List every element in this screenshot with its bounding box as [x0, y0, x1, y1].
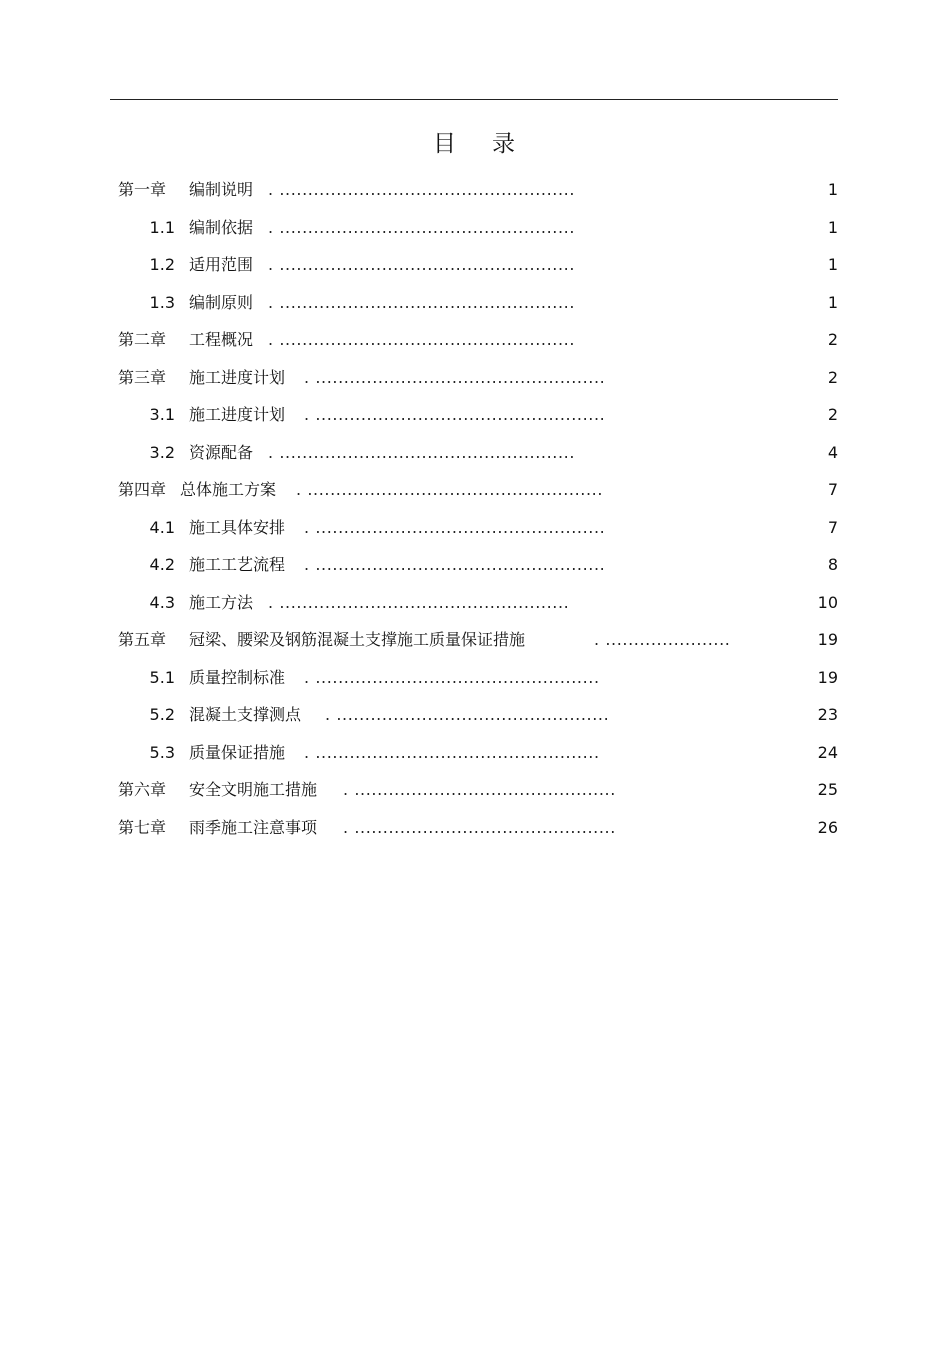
toc-entry-page: 8 [827, 555, 838, 574]
toc-entry-section-3-1[interactable] [112, 396, 838, 434]
toc-entry-leader: . .................................................... [268, 255, 576, 274]
toc-entry-label: 编制依据 [189, 217, 254, 237]
toc-entry-leader: . .............................................. [343, 780, 616, 799]
toc-entry-page: 25 [817, 780, 838, 799]
toc-entry-page: 4 [827, 442, 838, 462]
toc-entry-chapter-1[interactable] [112, 171, 838, 209]
toc-entry-number: 1.3 [149, 292, 175, 312]
toc-entry-number: 5.2 [149, 705, 175, 724]
toc-entry-chapter-5[interactable] [112, 621, 838, 659]
toc-entry-page: 7 [827, 480, 838, 499]
toc-entry-leader: . .................................................. [304, 742, 600, 762]
toc-entry-number: 4.3 [149, 592, 175, 612]
toc-entry-section-1-3[interactable] [112, 284, 838, 322]
toc-entry-chapter-7[interactable] [112, 809, 838, 847]
toc-entry-number: 5.3 [149, 742, 175, 762]
toc-entry-label: 编制说明 [189, 180, 254, 199]
toc-entry-number: 3.2 [149, 442, 175, 462]
toc-entry-label: 资源配备 [189, 442, 254, 462]
toc-entry-chapter-6[interactable] [112, 771, 838, 809]
toc-entry-number: 第一章 [117, 180, 166, 199]
toc-entry-page: 7 [827, 517, 838, 537]
toc-entry-page: 2 [827, 367, 838, 387]
toc-entry-number: 第四章 [117, 480, 166, 499]
toc-entry-label: 质量控制标准 [189, 667, 286, 687]
toc-entry-number: 4.2 [149, 555, 175, 574]
toc-entry-leader: . ................................................... [304, 405, 606, 424]
toc-entry-number: 5.1 [149, 667, 175, 687]
toc-entry-leader: . .................................................... [268, 217, 576, 237]
header-rule [110, 99, 838, 100]
toc-entry-label: 施工具体安排 [189, 517, 286, 537]
toc-entry-leader: . .................................................... [296, 480, 604, 499]
toc-entry-label: 施工方法 [189, 592, 254, 612]
toc-entry-number: 第六章 [117, 780, 166, 799]
toc-entry-label: 施工进度计划 [189, 405, 286, 424]
toc-entry-number: 1.1 [149, 217, 175, 237]
toc-entry-page: 2 [827, 330, 838, 349]
toc-entry-leader: . ................................................ [325, 705, 610, 724]
toc-entry-label: 编制原则 [189, 292, 254, 312]
toc-entry-leader: . ................................................... [268, 592, 570, 612]
toc-entry-page: 1 [827, 292, 838, 312]
toc-entry-label: 总体施工方案 [180, 480, 277, 499]
toc-entry-page: 19 [817, 630, 838, 649]
toc-entry-label: 质量保证措施 [189, 742, 286, 762]
toc-entry-chapter-2[interactable] [112, 321, 838, 359]
toc-entry-section-1-1[interactable] [112, 209, 838, 247]
toc-entry-section-5-2[interactable] [112, 696, 838, 734]
toc-entry-number: 第七章 [117, 817, 166, 837]
toc-entry-number: 1.2 [149, 255, 175, 274]
toc-entry-label: 适用范围 [189, 255, 254, 274]
toc-entry-page: 23 [817, 705, 838, 724]
toc-entry-label: 冠梁、腰梁及钢筋混凝土支撑施工质量保证措施 [189, 630, 526, 649]
toc-entry-leader: . .................................................. [304, 667, 600, 687]
toc-entry-page: 19 [817, 667, 838, 687]
toc-entry-number: 4.1 [149, 517, 175, 537]
toc-entry-label: 工程概况 [189, 330, 254, 349]
toc-entry-page: 24 [817, 742, 838, 762]
toc-entry-page: 10 [817, 592, 838, 612]
toc-title-right: 录 [492, 131, 517, 157]
toc-entry-section-5-3[interactable] [112, 734, 838, 772]
toc-entry-label: 施工工艺流程 [189, 555, 286, 574]
toc-entry-number: 第三章 [117, 367, 166, 387]
toc-entry-number: 第二章 [117, 330, 166, 349]
toc-entry-number: 3.1 [149, 405, 175, 424]
toc-entry-page: 1 [827, 255, 838, 274]
toc-entry-section-5-1[interactable] [112, 659, 838, 697]
toc-entry-leader: . ...................... [594, 630, 731, 649]
toc-entry-chapter-4[interactable] [112, 471, 838, 509]
toc-entry-leader: . .................................................... [268, 330, 576, 349]
toc-entry-leader: . ................................................... [304, 367, 606, 387]
toc-entry-section-4-2[interactable] [112, 546, 838, 584]
toc-entry-section-4-3[interactable] [112, 584, 838, 622]
toc-entry-leader: . .................................................... [268, 442, 576, 462]
toc-entry-number: 第五章 [117, 630, 166, 649]
toc-entry-label: 雨季施工注意事项 [189, 817, 318, 837]
toc-entry-leader: . ................................................... [304, 555, 606, 574]
toc-title-left: 目 [433, 131, 458, 157]
toc-entry-page: 1 [827, 180, 838, 199]
toc-entry-chapter-3[interactable] [112, 359, 838, 397]
toc-entry-page: 2 [827, 405, 838, 424]
toc-entry-leader: . ................................................... [304, 517, 606, 537]
toc-entry-section-4-1[interactable] [112, 509, 838, 547]
toc-entry-label: 施工进度计划 [189, 367, 286, 387]
toc-title [0, 128, 950, 160]
toc-entry-leader: . .................................................... [268, 292, 576, 312]
toc-list [112, 171, 838, 846]
toc-entry-page: 1 [827, 217, 838, 237]
toc-entry-section-1-2[interactable] [112, 246, 838, 284]
toc-entry-page: 26 [817, 817, 838, 837]
toc-entry-section-3-2[interactable] [112, 434, 838, 472]
toc-entry-label: 混凝土支撑测点 [189, 705, 302, 724]
toc-entry-leader: . .............................................. [343, 817, 616, 837]
toc-entry-label: 安全文明施工措施 [189, 780, 318, 799]
toc-entry-leader: . .................................................... [268, 180, 576, 199]
